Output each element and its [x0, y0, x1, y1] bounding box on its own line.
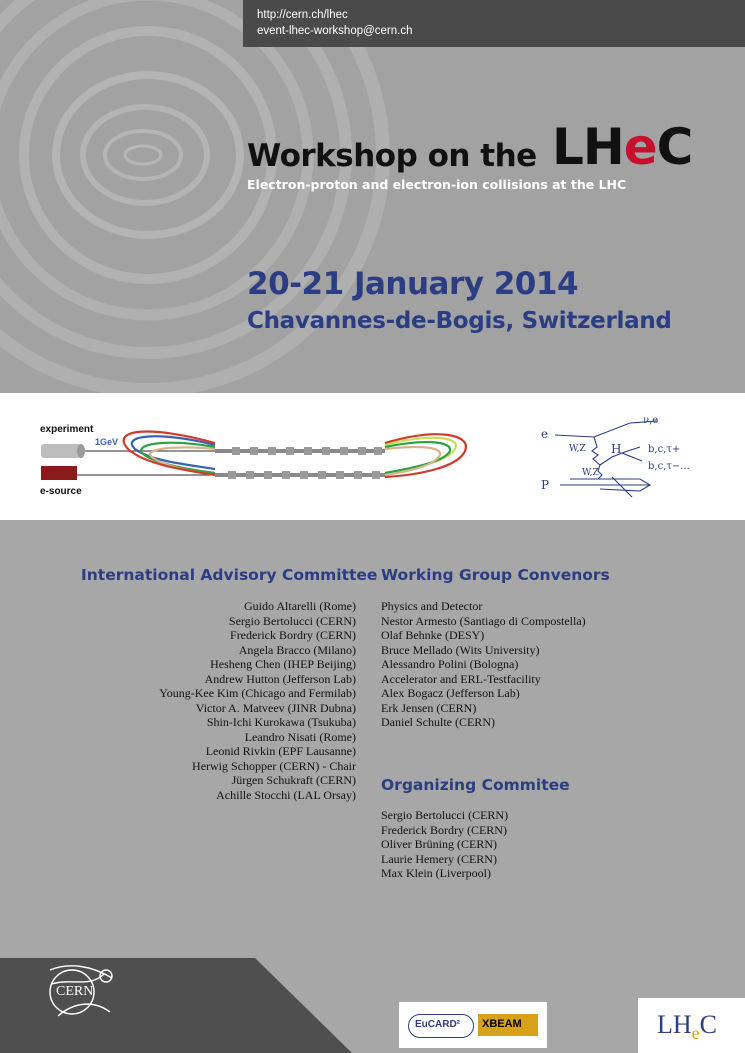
advisory-member: Hesheng Chen (IHEP Beijing): [210, 657, 356, 671]
advisory-member: Angela Bracco (Milano): [238, 642, 356, 657]
lhec-logo-text: [657, 1010, 718, 1043]
organizing-list: [381, 808, 731, 881]
committees-section: [0, 520, 745, 958]
diagram-strip: [0, 393, 745, 520]
title-prefix: Workshop on the: [247, 138, 537, 174]
convenors-member: Alex Bogacz (Jefferson Lab): [381, 686, 520, 700]
advisory-member: Young-Kee Kim (Chicago and Fermilab): [159, 686, 356, 700]
energy-label: 1GeV: [95, 437, 119, 447]
experiment-label: experiment: [40, 424, 94, 435]
event-date: 20-21 January 2014: [247, 266, 579, 302]
organizing-member: Max Klein (Liverpool): [381, 866, 491, 880]
feynman-diagram: [555, 421, 658, 497]
lhec-logo: [638, 998, 745, 1053]
advisory-member: Achille Stocchi (LAL Orsay): [216, 787, 356, 802]
convenors-list: [381, 599, 731, 730]
feynman-h: H: [611, 442, 622, 456]
workshop-subtitle: Electron-proton and electron-ion collisions at the LHC: [247, 177, 627, 192]
cern-logo-text: CERN: [56, 984, 94, 999]
feynman-p: P: [541, 478, 550, 492]
advisory-member: Victor A. Matveev (JINR Dubna): [195, 700, 356, 715]
advisory-member: Frederick Bordry (CERN): [230, 628, 356, 642]
feynman-decay2: b,c,τ−...: [648, 461, 690, 472]
eucard-logo: [408, 1014, 474, 1038]
decorative-rings: [0, 0, 745, 393]
advisory-member: Guido Altarelli (Rome): [244, 599, 356, 613]
title-lhec-e: e: [623, 118, 657, 176]
convenors-member: Accelerator and ERL-Testfacility: [381, 671, 541, 686]
accelerator-diagram: [0, 393, 745, 520]
title-lhec-c: C: [656, 118, 693, 176]
advisory-member: Sergio Bertolucci (CERN): [228, 613, 356, 628]
sponsor-logos: [399, 1002, 547, 1048]
e-source-block: [41, 466, 77, 480]
eucard-logo-text: EuCARD²: [415, 1019, 460, 1030]
email-link[interactable]: event-lhec-workshop@cern.ch: [257, 25, 413, 37]
footer-band: [0, 958, 745, 1053]
e-source-label: e-source: [40, 486, 82, 497]
advisory-list: [60, 599, 356, 802]
advisory-member: Herwig Schopper (CERN) - Chair: [192, 758, 356, 773]
advisory-member: Jürgen Schukraft (CERN): [231, 773, 356, 787]
organizing-member: Sergio Bertolucci (CERN): [381, 808, 509, 822]
lhec-logo-e: e: [691, 1023, 700, 1043]
lhec-logo-lh: LH: [657, 1010, 692, 1039]
advisory-member: Leandro Nisati (Rome): [244, 729, 356, 744]
feynman-nu: ν,e: [643, 415, 659, 426]
footer-section: [0, 958, 745, 1053]
organizing-heading: Organizing Commitee: [381, 776, 570, 794]
organizing-member: Frederick Bordry (CERN): [381, 822, 507, 837]
advisory-heading: International Advisory Committee: [81, 566, 378, 584]
convenors-member: Bruce Mellado (Wits University): [381, 642, 540, 657]
contact-bar: [243, 0, 745, 47]
convenors-member: Daniel Schulte (CERN): [381, 715, 495, 729]
organizing-member: Laurie Hemery (CERN): [381, 851, 497, 866]
linac-lower: [215, 471, 385, 479]
organizing-member: Oliver Brüning (CERN): [381, 837, 497, 851]
feynman-w-bottom: W,Z: [582, 468, 599, 478]
advisory-member: Leonid Rivkin (EPF Lausanne): [205, 744, 356, 758]
convenors-member: Physics and Detector: [381, 599, 483, 613]
experiment-detector-icon: [41, 444, 85, 458]
website-link[interactable]: http://cern.ch/lhec: [257, 9, 348, 21]
header-section: [0, 0, 745, 393]
advisory-member: Andrew Hutton (Jefferson Lab): [204, 671, 356, 686]
feynman-e: e: [541, 427, 549, 441]
lhec-logo-c: C: [699, 1010, 718, 1039]
convenors-member: Alessandro Polini (Bologna): [381, 657, 519, 671]
xbeam-logo: [478, 1014, 538, 1036]
linac-upper: [215, 447, 385, 455]
convenors-member: Erk Jensen (CERN): [381, 700, 477, 715]
title-lhec: [552, 118, 692, 176]
convenors-member: Nestor Armesto (Santiago di Compostella): [381, 613, 586, 628]
advisory-member: Shin-Ichi Kurokawa (Tsukuba): [206, 715, 356, 729]
event-place: Chavannes-de-Bogis, Switzerland: [247, 308, 672, 334]
convenors-heading: Working Group Convenors: [381, 566, 610, 584]
feynman-decay1: b,c,τ+: [648, 444, 681, 455]
title-lhec-lh: LH: [552, 118, 624, 176]
convenors-member: Olaf Behnke (DESY): [381, 628, 485, 642]
feynman-w-top: W,Z: [569, 444, 586, 454]
xbeam-logo-text: XBEAM: [482, 1018, 522, 1030]
